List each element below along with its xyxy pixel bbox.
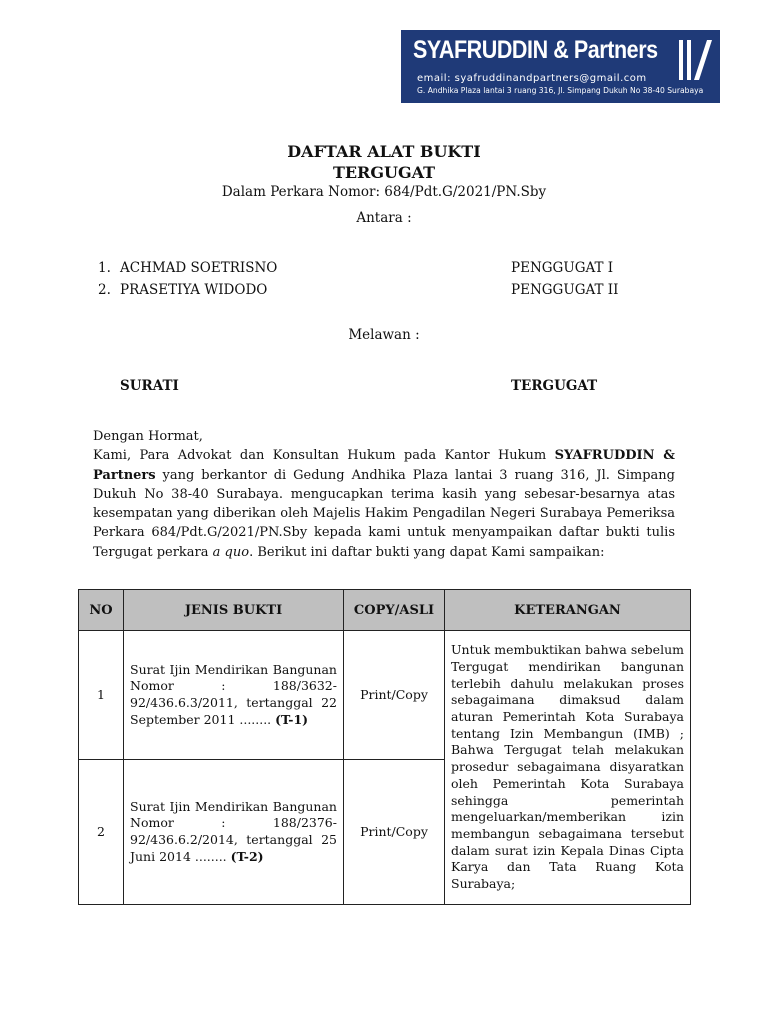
- party-role: PENGGUGAT II: [511, 282, 619, 298]
- a-quo-italic: a quo: [212, 544, 250, 560]
- party-number: 2.: [98, 282, 111, 298]
- evidence-text: Surat Ijin Mendirikan Bangunan Nomor : 188/3632-92/436.6.3/2011, tertanggal 22 September 2011 ........: [130, 661, 337, 727]
- letter-body: [93, 427, 675, 562]
- evidence-table: [78, 589, 691, 905]
- letterhead-address: G. Andhika Plaza lantai 3 ruang 316, Jl. Simpang Dukuh No 38-40 Surabaya: [417, 86, 704, 95]
- copy-type: Print/Copy: [344, 631, 445, 760]
- table-row: [79, 631, 691, 760]
- firm-logo-mark: [677, 38, 715, 84]
- evidence-description: [124, 760, 344, 905]
- header-jenis-bukti: JENIS BUKTI: [124, 590, 344, 631]
- header-no: NO: [79, 590, 124, 631]
- salutation: Dengan Hormat,: [93, 429, 203, 444]
- evidence-code: (T-1): [275, 711, 309, 727]
- document-title: DAFTAR ALAT BUKTI: [287, 142, 481, 161]
- evidence-text: Surat Ijin Mendirikan Bangunan Nomor : 188/2376-92/436.6.2/2014, tertanggal 25 Juni 2014 ........: [130, 798, 337, 864]
- row-number: 2: [79, 760, 124, 905]
- keterangan-cell: Untuk membuktikan bahwa sebelum Tergugat mendirikan bangunan terlebih dahulu melakukan proses sebagaimana dimaksud dalam aturan Pemerintah Kota Surabaya tentang Izin Membangun (IMB) ; Bahwa Tergugat telah melakukan prosedur sebagaimana disyaratkan oleh Pemerintah Kota Surabaya sehingga pemerintah mengeluarkan/memberikan izin membangun sebagaimana tersebut dalam surat izin Kepala Dinas Cipta Karya dan Tata Ruang Kota Surabaya;: [445, 631, 691, 905]
- header-keterangan: KETERANGAN: [445, 590, 691, 631]
- melawan-label: Melawan :: [348, 327, 420, 343]
- evidence-code: (T-2): [230, 848, 264, 864]
- letterhead: [401, 30, 720, 103]
- letterhead-firm-name: SYAFRUDDIN & Partners: [413, 36, 658, 64]
- firm-name-bold: SYAFRUDDIN & Partners: [93, 448, 675, 483]
- evidence-description: [124, 631, 344, 760]
- party-name: PRASETIYA WIDODO: [120, 282, 268, 298]
- header-copy-asli: COPY/ASLI: [344, 590, 445, 631]
- row-number: 1: [79, 631, 124, 760]
- party-role: PENGGUGAT I: [511, 260, 614, 276]
- copy-type: Print/Copy: [344, 760, 445, 905]
- defendant-role: TERGUGAT: [511, 378, 598, 394]
- letter-paragraph: [93, 446, 675, 562]
- case-number: Dalam Perkara Nomor: 684/Pdt.G/2021/PN.Sby: [221, 184, 547, 200]
- document-subtitle: TERGUGAT: [332, 163, 436, 182]
- table-header-row: [79, 590, 691, 631]
- party-name: ACHMAD SOETRISNO: [120, 260, 278, 276]
- paragraph-text: . Berikut ini daftar bukti yang dapat Kami sampaikan:: [249, 544, 605, 560]
- letterhead-email: email: syafruddinandpartners@gmail.com: [417, 73, 647, 84]
- antara-label: Antara :: [356, 210, 412, 226]
- paragraph-text: Kami, Para Advokat dan Konsultan Hukum pada Kantor Hukum: [93, 448, 555, 464]
- paragraph-text: yang berkantor di Gedung Andhika Plaza lantai 3 ruang 316, Jl. Simpang Dukuh No 38-40 Surabaya. mengucapkan terima kasih yang sebesar-besarnya atas kesempatan yang diberikan oleh Majelis Hakim Pengadilan Negeri Surabaya Pemeriksa Perkara 684/Pdt.G/2021/PN.Sby kepada kami untuk menyampaikan daftar bukti tulis Tergugat perkara: [93, 467, 675, 560]
- defendant-name: SURATI: [120, 378, 179, 394]
- party-number: 1.: [98, 260, 111, 276]
